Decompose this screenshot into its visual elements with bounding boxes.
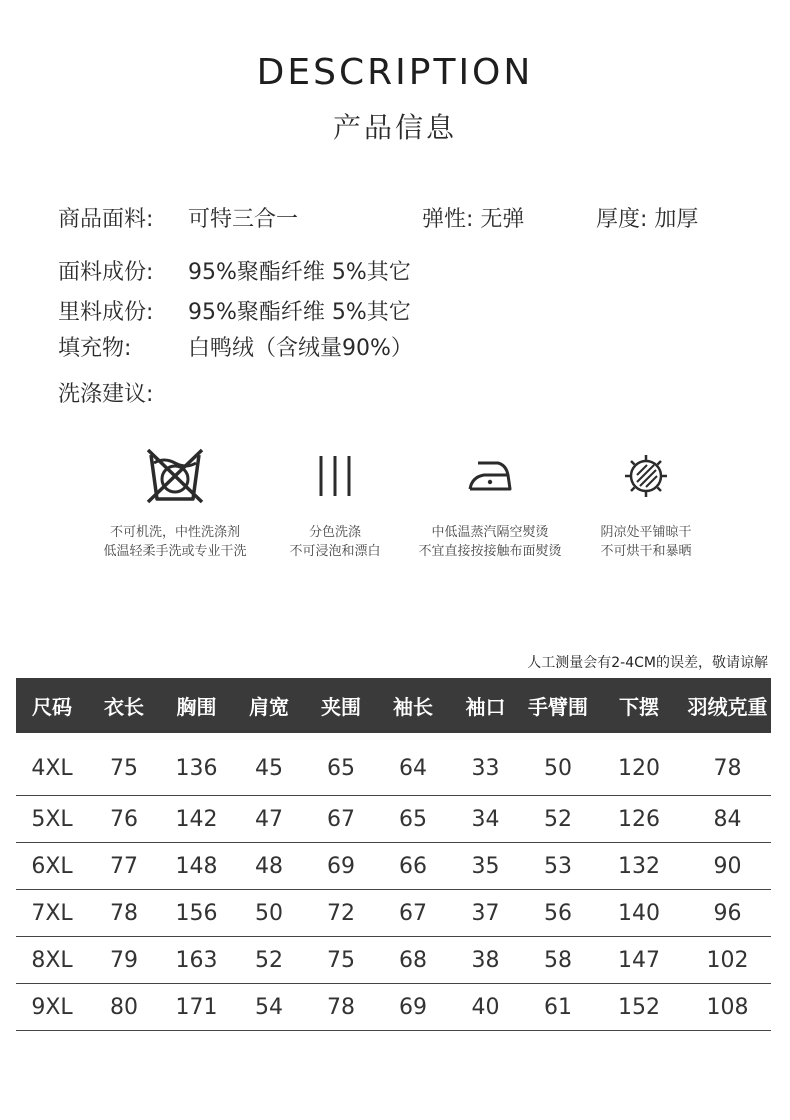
- table-row: [16, 796, 771, 843]
- table-cell: 48: [233, 843, 305, 890]
- table-cell: 67: [305, 796, 377, 843]
- lining-row: [58, 295, 411, 326]
- table-cell: 45: [233, 733, 305, 796]
- table-cell: 78: [88, 890, 160, 937]
- column-header: 肩宽: [233, 678, 305, 733]
- table-cell: 50: [233, 890, 305, 937]
- table-header-row: [16, 678, 771, 733]
- table-cell: 4XL: [16, 733, 88, 796]
- fabric-value: 可特三合一: [188, 207, 299, 232]
- elasticity-value: 弹性: 无弹: [422, 207, 525, 232]
- table-cell: 102: [684, 937, 771, 984]
- table-cell: 6XL: [16, 843, 88, 890]
- table-cell: 8XL: [16, 937, 88, 984]
- table-cell: 58: [522, 937, 594, 984]
- column-header: 衣长: [88, 678, 160, 733]
- table-cell: 136: [160, 733, 233, 796]
- outer-fabric-label: 面料成份:: [58, 260, 154, 285]
- table-cell: 171: [160, 984, 233, 1031]
- table-cell: 147: [594, 937, 684, 984]
- table-cell: 53: [522, 843, 594, 890]
- table-cell: 108: [684, 984, 771, 1031]
- column-header: 羽绒克重: [684, 678, 771, 733]
- table-cell: 52: [522, 796, 594, 843]
- size-table: [16, 678, 771, 1031]
- table-cell: 35: [449, 843, 522, 890]
- table-cell: 61: [522, 984, 594, 1031]
- table-cell: 33: [449, 733, 522, 796]
- outer-fabric-row: [58, 255, 411, 286]
- care-caption-line: 低温轻柔手洗或专业干洗: [103, 544, 247, 559]
- table-cell: 78: [305, 984, 377, 1031]
- table-cell: 96: [684, 890, 771, 937]
- table-cell: 66: [377, 843, 449, 890]
- table-cell: 148: [160, 843, 233, 890]
- column-header: 尺码: [16, 678, 88, 733]
- table-cell: 156: [160, 890, 233, 937]
- fabric-row: [58, 202, 298, 233]
- table-cell: 52: [233, 937, 305, 984]
- table-cell: 37: [449, 890, 522, 937]
- table-cell: 120: [594, 733, 684, 796]
- table-row: [16, 843, 771, 890]
- care-caption-line: 不宜直接按接触布面熨烫: [418, 544, 562, 559]
- table-cell: 34: [449, 796, 522, 843]
- lining-label: 里料成份:: [58, 300, 154, 325]
- table-cell: 78: [684, 733, 771, 796]
- table-row: [16, 984, 771, 1031]
- table-cell: 65: [305, 733, 377, 796]
- column-header: 下摆: [594, 678, 684, 733]
- care-caption-line: 分色洗涤: [308, 525, 361, 540]
- page-title-cn: 产品信息: [332, 111, 457, 144]
- table-cell: 72: [305, 890, 377, 937]
- table-cell: 38: [449, 937, 522, 984]
- table-cell: 67: [377, 890, 449, 937]
- care-caption-line: 不可浸泡和漂白: [289, 544, 381, 559]
- table-row: [16, 890, 771, 937]
- table-cell: 68: [377, 937, 449, 984]
- table-cell: 64: [377, 733, 449, 796]
- outer-fabric-value: 95%聚酯纤维 5%其它: [188, 260, 411, 285]
- table-cell: 69: [377, 984, 449, 1031]
- table-cell: 79: [88, 937, 160, 984]
- table-cell: 142: [160, 796, 233, 843]
- table-cell: 40: [449, 984, 522, 1031]
- table-cell: 75: [305, 937, 377, 984]
- column-header: 夹围: [305, 678, 377, 733]
- table-cell: 9XL: [16, 984, 88, 1031]
- size-note: 人工测量会有2-4CM的误差，敬请谅解: [527, 655, 768, 671]
- table-cell: 77: [88, 843, 160, 890]
- column-header: 袖长: [377, 678, 449, 733]
- table-cell: 90: [684, 843, 771, 890]
- table-row: [16, 937, 771, 984]
- table-cell: 56: [522, 890, 594, 937]
- fabric-label: 商品面料:: [58, 207, 154, 232]
- table-cell: 163: [160, 937, 233, 984]
- care-caption-line: 不可机洗，中性洗涤剂: [109, 525, 240, 540]
- care-caption-line: 中低温蒸汽隔空熨烫: [431, 525, 549, 540]
- table-cell: 84: [684, 796, 771, 843]
- table-cell: 54: [233, 984, 305, 1031]
- filling-row: [58, 331, 413, 362]
- table-cell: 50: [522, 733, 594, 796]
- table-cell: 152: [594, 984, 684, 1031]
- table-cell: 5XL: [16, 796, 88, 843]
- dry-flat-shade-icon: [551, 445, 741, 507]
- column-header: 手臂围: [522, 678, 594, 733]
- thickness-value: 厚度: 加厚: [596, 207, 699, 232]
- column-header: 胸围: [160, 678, 233, 733]
- table-cell: 65: [377, 796, 449, 843]
- table-cell: 7XL: [16, 890, 88, 937]
- care-item: [551, 445, 741, 561]
- table-cell: 76: [88, 796, 160, 843]
- filling-label: 填充物:: [58, 336, 132, 361]
- filling-value: 白鸭绒（含绒量90%）: [188, 336, 413, 361]
- care-caption-line: 不可烘干和暴晒: [600, 544, 692, 559]
- table-cell: 126: [594, 796, 684, 843]
- wash-advice-label: 洗涤建议:: [58, 382, 154, 407]
- table-cell: 80: [88, 984, 160, 1031]
- page-title-en: DESCRIPTION: [256, 52, 534, 93]
- lining-value: 95%聚酯纤维 5%其它: [188, 300, 411, 325]
- table-cell: 140: [594, 890, 684, 937]
- table-cell: 75: [88, 733, 160, 796]
- table-cell: 69: [305, 843, 377, 890]
- column-header: 袖口: [449, 678, 522, 733]
- table-cell: 132: [594, 843, 684, 890]
- table-row: [16, 733, 771, 796]
- care-caption-line: 阴凉处平铺晾干: [600, 525, 692, 540]
- table-cell: 47: [233, 796, 305, 843]
